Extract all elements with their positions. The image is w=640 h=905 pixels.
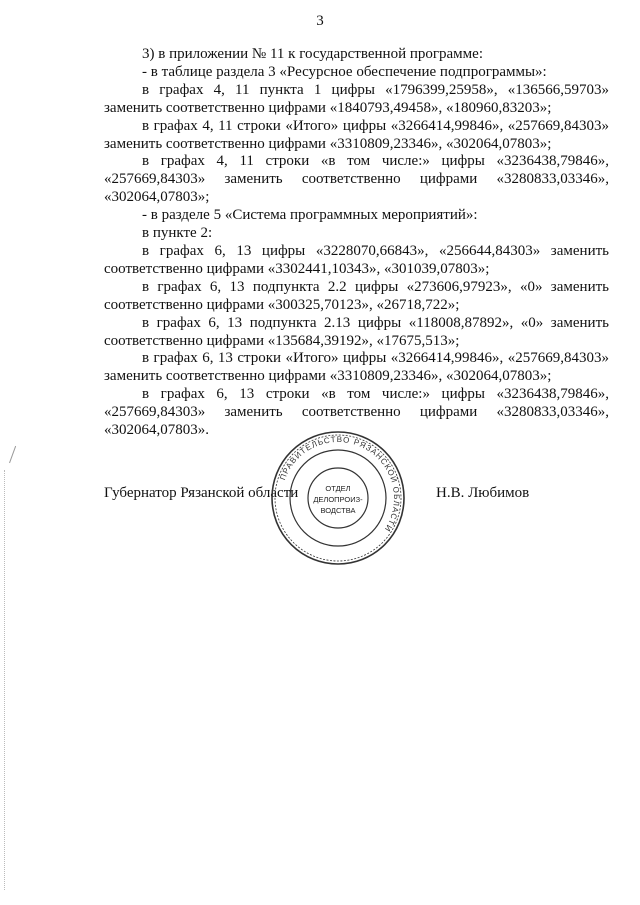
stamp-outer-text: ПРАВИТЕЛЬСТВО РЯЗАНСКОЙ ОБЛАСТИ [278, 434, 402, 534]
paragraph: в графах 6, 13 подпункта 2.13 цифры «118008,87892», «0» заменить соответственно цифрами «135684,39192», «17675,513»; [104, 314, 609, 349]
paragraph: в графах 4, 11 пункта 1 цифры «1796399,25958», «136566,59703» заменить соответственно цифрами «1840793,49458», «180960,83203»; [104, 81, 609, 116]
margin-mark [9, 446, 19, 464]
paragraph: 3) в приложении № 11 к государственной программе: [142, 46, 483, 62]
document-body [104, 46, 609, 440]
svg-text:ДЕЛОПРОИЗ-: ДЕЛОПРОИЗ- [313, 495, 363, 504]
paragraph: в графах 6, 13 строки «в том числе:» цифры «3236438,79846», «257669,84303» заменить соответственно цифрами «3280833,03346», «302064,07803». [104, 386, 609, 439]
paragraph: в пункте 2: [142, 225, 213, 242]
paragraph: в графах 4, 11 строки «Итого» цифры «3266414,99846», «257669,84303» заменить соответственно цифрами «3310809,23346», «302064,07803»; [104, 117, 609, 152]
paragraph: в графах 6, 13 строки «Итого» цифры «3266414,99846», «257669,84303» заменить соответственно цифрами «3310809,23346», «302064,07803»; [104, 350, 609, 385]
official-stamp [268, 428, 408, 568]
svg-text:ОТДЕЛ: ОТДЕЛ [325, 484, 351, 493]
svg-text:ВОДСТВА: ВОДСТВА [320, 506, 356, 515]
paragraph: в графах 6, 13 подпункта 2.2 цифры «273606,97923», «0» заменить соответственно цифрами «300325,70123», «26718,722»; [104, 278, 609, 313]
paragraph: - в разделе 5 «Система программных мероприятий»: [142, 207, 478, 224]
page-number: 3 [316, 13, 324, 29]
paragraph: - в таблице раздела 3 «Ресурсное обеспечение подпрограммы»: [142, 63, 547, 80]
signatory-name: Н.В. Любимов [436, 485, 530, 501]
signatory-title: Губернатор Рязанской области [104, 485, 299, 501]
paragraph: в графах 4, 11 строки «в том числе:» цифры «3236438,79846», «257669,84303» заменить соответственно цифрами «3280833,03346», «302064,07803»; [104, 153, 609, 206]
paragraph: в графах 6, 13 цифры «3228070,66843», «256644,84303» заменить соответственно цифрами «3302441,10343», «301039,07803»; [104, 242, 609, 277]
scan-edge-dots [4, 470, 6, 890]
